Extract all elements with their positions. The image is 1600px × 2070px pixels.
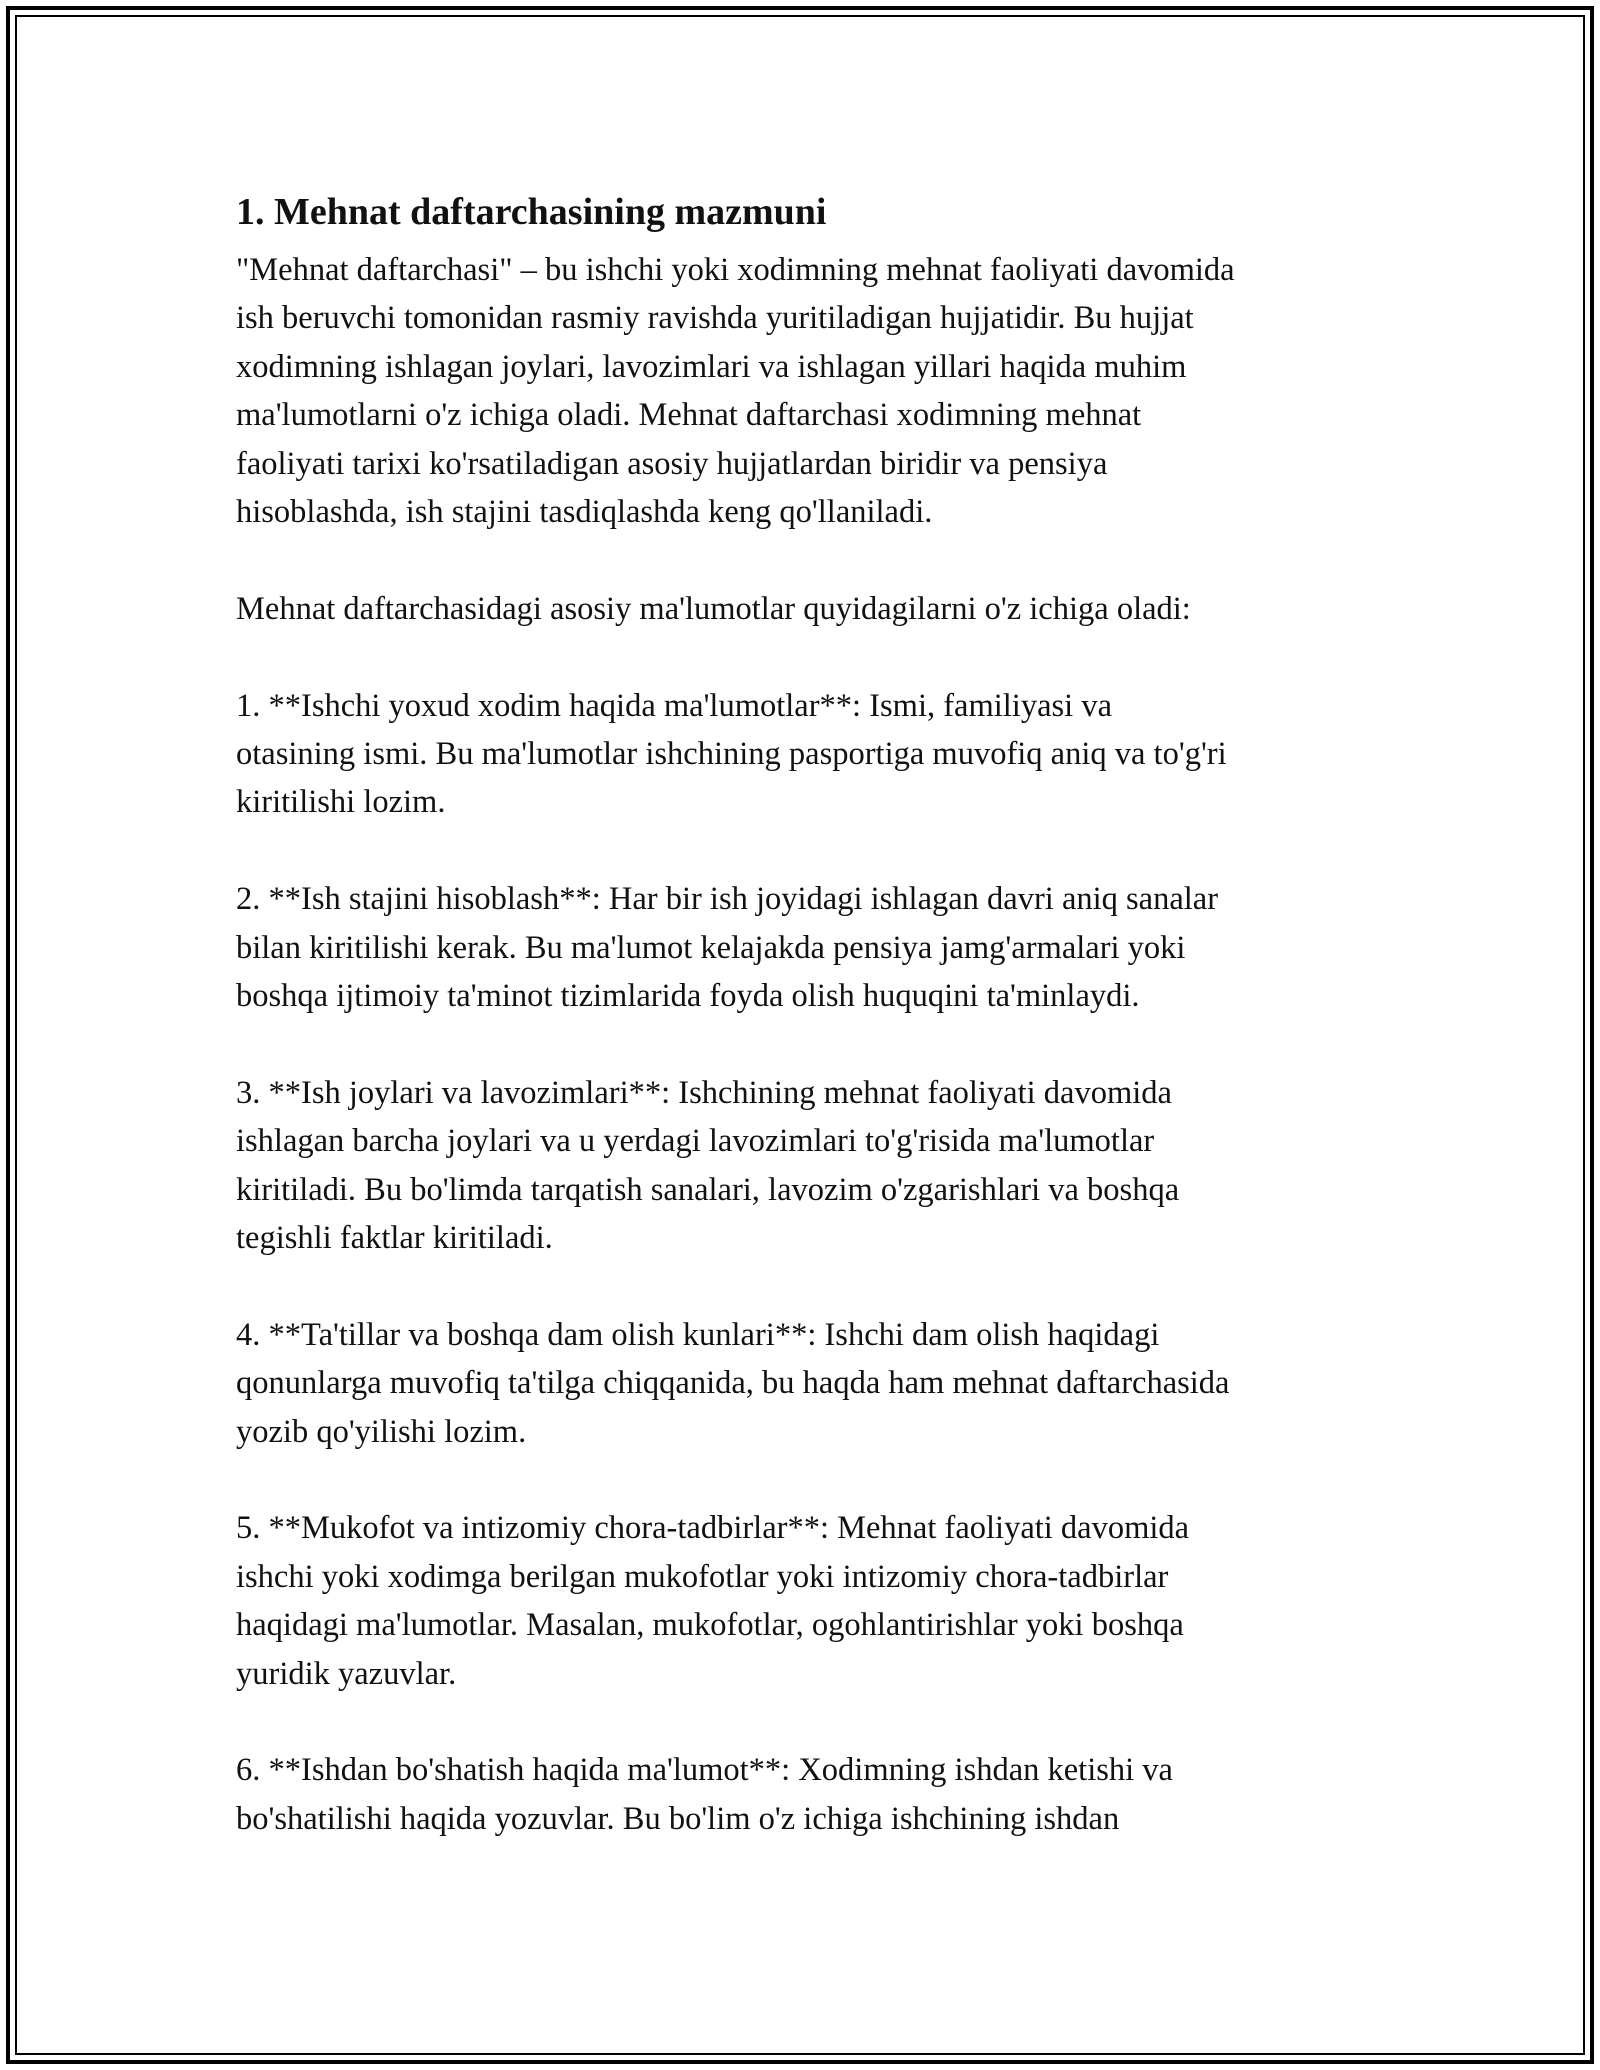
document-body [236, 186, 1386, 1892]
text-line: tegishli faktlar kiritiladi. [236, 1220, 553, 1257]
text-line: 2. **Ish stajini hisoblash**: Har bir ish joyidagi ishlagan davri aniq sanalar [236, 881, 1219, 918]
list-item-6 [236, 1746, 1386, 1843]
text-line: faoliyati tarixi ko'rsatiladigan asosiy hujjatlardan biridir va pensiya [236, 445, 1108, 482]
text-line: kiritiladi. Bu bo'limda tarqatish sanalari, lavozim o'zgarishlari va boshqa [236, 1171, 1180, 1208]
text-line: qonunlarga muvofiq ta'tilga chiqqanida, bu haqda ham mehnat daftarchasida [236, 1365, 1230, 1402]
section-heading: 1. Mehnat daftarchasining mazmuni [236, 191, 827, 233]
text-line: Mehnat daftarchasidagi asosiy ma'lumotlar quyidagilarni o'z ichiga oladi: [236, 590, 1191, 627]
list-item-3 [236, 1069, 1386, 1263]
text-line: 6. **Ishdan bo'shatish haqida ma'lumot**: Xodimning ishdan ketishi va [236, 1752, 1173, 1789]
text-line: boshqa ijtimoiy ta'minot tizimlarida foyda olish huquqini ta'minlaydi. [236, 978, 1140, 1015]
text-line: yuridik yazuvlar. [236, 1655, 457, 1692]
text-line: bo'shatilishi haqida yozuvlar. Bu bo'lim o'z ichiga ishchining ishdan [236, 1800, 1120, 1837]
paragraph-intro [236, 246, 1386, 536]
text-line: yozib qo'yilishi lozim. [236, 1413, 527, 1450]
list-item-4 [236, 1311, 1386, 1456]
paragraph-list-intro [236, 585, 1386, 633]
text-line: otasining ismi. Bu ma'lumotlar ishchining pasportiga muvofiq aniq va to'g'ri [236, 736, 1227, 773]
text-line: kiritilishi lozim. [236, 784, 446, 821]
list-item-5 [236, 1504, 1386, 1698]
text-line: 1. **Ishchi yoxud xodim haqida ma'lumotlar**: Ismi, familiyasi va [236, 687, 1112, 724]
text-line: hisoblashda, ish stajini tasdiqlashda keng qo'llaniladi. [236, 494, 933, 531]
text-line: ishchi yoki xodimga berilgan mukofotlar yoki intizomiy chora-tadbirlar [236, 1558, 1169, 1595]
text-line: haqidagi ma'lumotlar. Masalan, mukofotlar, ogohlantirishlar yoki boshqa [236, 1607, 1184, 1644]
text-line: "Mehnat daftarchasi" – bu ishchi yoki xodimning mehnat faoliyati davomida [236, 252, 1235, 288]
list-item-1 [236, 682, 1386, 827]
text-line: ishlagan barcha joylari va u yerdagi lavozimlari to'g'risida ma'lumotlar [236, 1123, 1155, 1160]
list-item-2 [236, 875, 1386, 1020]
text-line: 5. **Mukofot va intizomiy chora-tadbirlar**: Mehnat faoliyati davomida [236, 1510, 1190, 1547]
text-line: bilan kiritilishi kerak. Bu ma'lumot kelajakda pensiya jamg'armalari yoki [236, 929, 1186, 966]
text-line: 3. **Ish joylari va lavozimlari**: Ishchining mehnat faoliyati davomida [236, 1074, 1172, 1111]
text-line: ish beruvchi tomonidan rasmiy ravishda yuritiladigan hujjatidir. Bu hujjat [236, 300, 1194, 337]
text-line: 4. **Ta'tillar va boshqa dam olish kunlari**: Ishchi dam olish haqidagi [236, 1316, 1160, 1353]
text-line: ma'lumotlarni o'z ichiga oladi. Mehnat daftarchasi xodimning mehnat [236, 397, 1142, 434]
text-line: xodimning ishlagan joylari, lavozimlari va ishlagan yillari haqida muhim [236, 348, 1187, 385]
